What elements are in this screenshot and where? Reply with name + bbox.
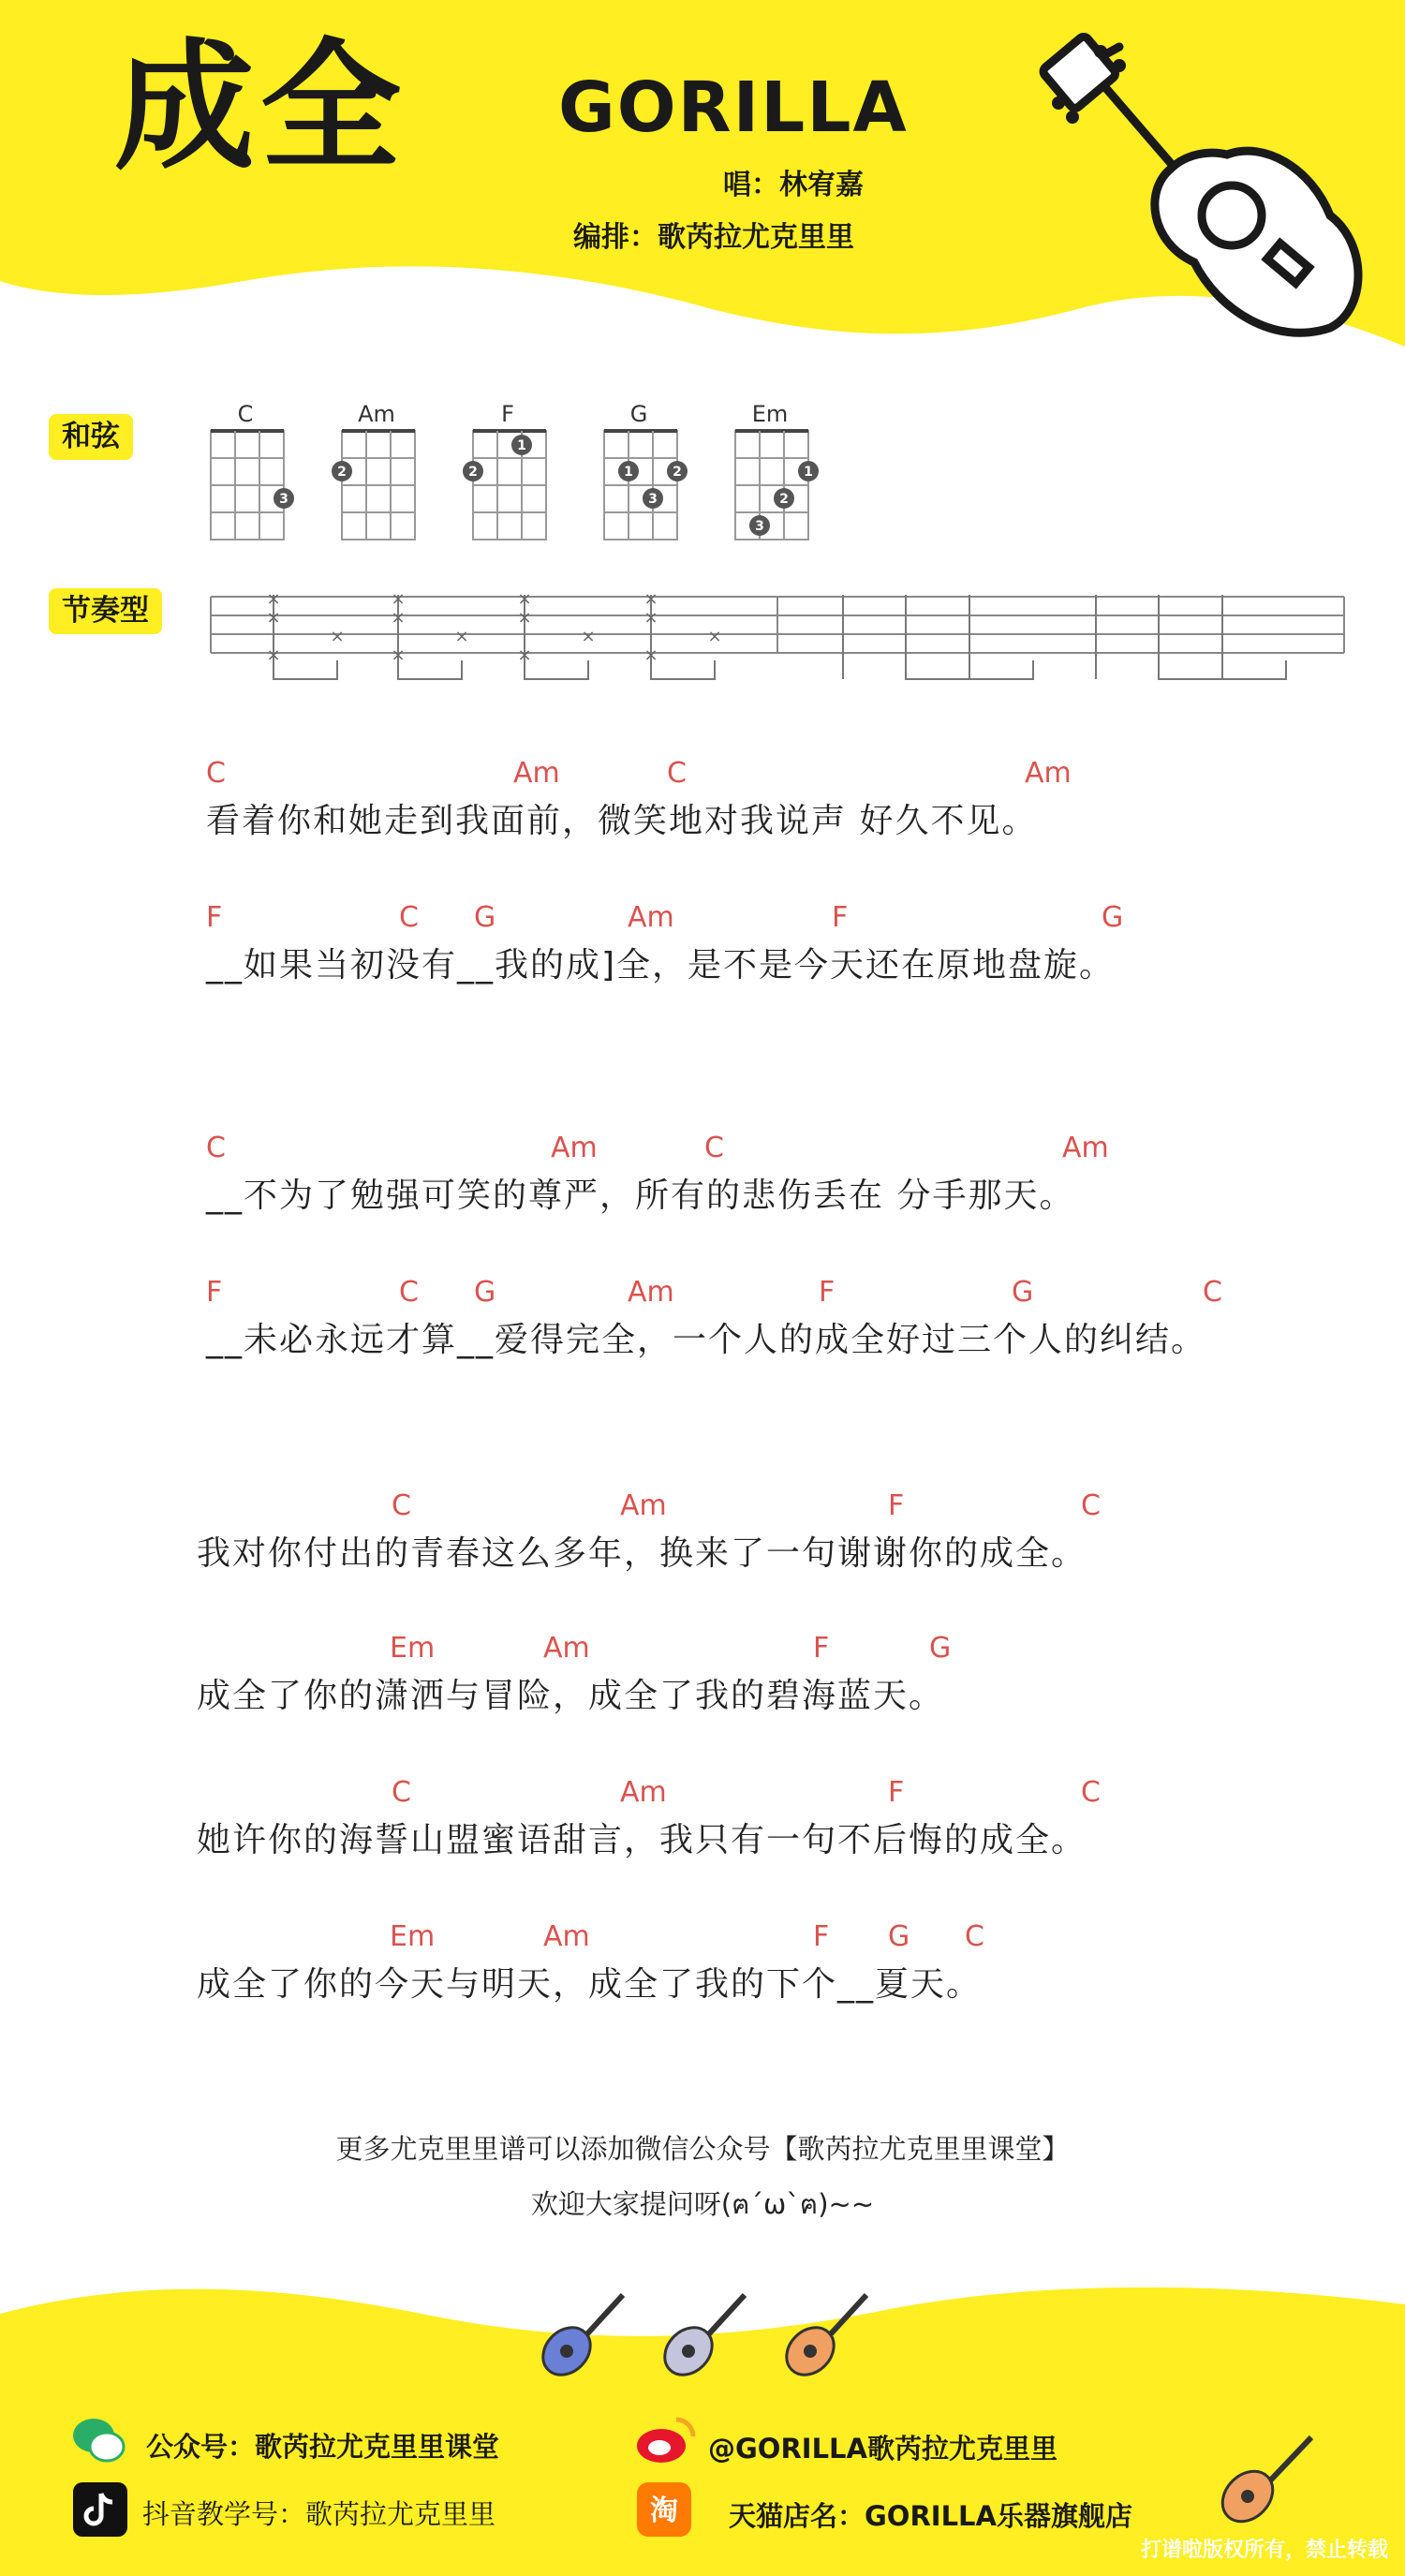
- footer-greeting: 欢迎大家提问呀(ฅ´ω`ฅ)~~: [530, 2188, 875, 2220]
- svg-text:×: ×: [643, 608, 658, 628]
- svg-text:2: 2: [673, 465, 682, 480]
- chord-label: C: [1081, 1489, 1101, 1522]
- chord-label: G: [474, 901, 496, 934]
- svg-text:3: 3: [279, 492, 288, 507]
- chord-label: Am: [513, 757, 560, 790]
- svg-text:1: 1: [804, 465, 813, 480]
- chord-label: F: [888, 1489, 905, 1522]
- svg-text:3: 3: [648, 492, 658, 507]
- singer-credit: 唱：林宥嘉: [723, 169, 864, 201]
- chord-diagrams: [206, 426, 824, 548]
- chord-name-em: Em: [751, 401, 789, 427]
- chord-label: Am: [620, 1776, 667, 1809]
- chord-label: F: [888, 1776, 905, 1809]
- chord-label: C: [965, 1920, 984, 1953]
- song-title: 成全: [114, 26, 407, 189]
- svg-text:2: 2: [337, 465, 347, 480]
- svg-text:×: ×: [454, 627, 469, 646]
- chord-name-am: Am: [358, 401, 395, 427]
- chord-label: Em: [390, 1632, 436, 1665]
- lyric-text: __不为了勉强可笑的尊严，所有的悲伤丢在 分手那天。: [206, 1177, 1075, 1215]
- chord-label: G: [888, 1920, 910, 1953]
- svg-text:×: ×: [643, 589, 658, 609]
- chord-name-c: C: [237, 401, 254, 427]
- chord-label: Am: [551, 1132, 598, 1164]
- lyric-text: 我对你付出的青春这么多年，换来了一句谢谢你的成全。: [197, 1534, 1087, 1573]
- chord-label: Am: [543, 1632, 590, 1665]
- chord-label: F: [813, 1632, 830, 1665]
- chord-label: Am: [543, 1920, 590, 1953]
- chord-label: G: [1012, 1276, 1034, 1309]
- chord-label: C: [392, 1489, 411, 1522]
- ukulele-icons-row: [525, 2276, 880, 2379]
- lyric-text: 成全了你的今天与明天，成全了我的下个__夏天。: [197, 1965, 983, 2004]
- chord-name-g: G: [629, 401, 648, 427]
- chord-label: Am: [620, 1489, 667, 1522]
- chord-label: F: [206, 1276, 223, 1309]
- tmall-store: 天猫店名：GORILLA乐器旗舰店: [729, 2500, 1132, 2532]
- chord-label: F: [832, 901, 849, 934]
- chord-label: C: [392, 1776, 411, 1809]
- chord-label: F: [819, 1276, 836, 1309]
- chord-label: Em: [390, 1920, 436, 1953]
- wechat-icon: [71, 2415, 127, 2465]
- svg-text:×: ×: [391, 645, 406, 665]
- chord-label: Am: [628, 901, 674, 934]
- footer-promo: 更多尤克里里谱可以添加微信公众号【歌芮拉尤克里里课堂】: [335, 2133, 1070, 2165]
- chord-label: G: [474, 1276, 496, 1309]
- svg-text:×: ×: [266, 589, 281, 609]
- lyric-text: 成全了你的潇洒与冒险，成全了我的碧海蓝天。: [197, 1677, 945, 1715]
- chord-label: Am: [1025, 757, 1072, 790]
- taobao-icon: [637, 2482, 691, 2537]
- svg-text:×: ×: [391, 608, 406, 628]
- chord-label: Am: [628, 1276, 674, 1309]
- chord-label: C: [704, 1132, 724, 1164]
- svg-text:1: 1: [624, 465, 633, 480]
- svg-text:×: ×: [517, 645, 532, 665]
- svg-text:×: ×: [517, 608, 532, 628]
- douyin-icon: [73, 2482, 127, 2537]
- chord-label: F: [206, 901, 223, 934]
- lyric-text: __未必永远才算__爱得完全，一个人的成全好过三个人的纠结。: [206, 1321, 1207, 1359]
- svg-text:淘: 淘: [650, 2495, 678, 2527]
- svg-text:2: 2: [468, 465, 478, 480]
- weibo-account: @GORILLA歌芮拉尤克里里: [708, 2433, 1057, 2465]
- chord-label: C: [206, 757, 226, 790]
- arranger-credit: 编排：歌芮拉尤克里里: [573, 221, 854, 254]
- chord-label: C: [399, 901, 419, 934]
- rhythm-pattern: [206, 585, 1349, 703]
- svg-text:×: ×: [517, 589, 532, 609]
- weibo-icon: [633, 2412, 699, 2466]
- chord-label: C: [1081, 1776, 1101, 1809]
- lyric-text: 看着你和她走到我面前，微笑地对我说声 好久不见。: [206, 802, 1038, 840]
- brand-logo: GORILLA: [558, 67, 909, 148]
- svg-text:×: ×: [266, 645, 281, 665]
- svg-text:×: ×: [330, 627, 345, 646]
- svg-text:×: ×: [643, 645, 658, 665]
- copyright-notice: 打谱啦版权所有，禁止转载: [1140, 2539, 1388, 2562]
- svg-text:×: ×: [581, 627, 596, 646]
- chord-label: F: [813, 1920, 830, 1953]
- chord-label: C: [667, 757, 687, 790]
- chords-tag: 和弦: [49, 414, 133, 460]
- chord-label: G: [929, 1632, 952, 1665]
- rhythm-tag: 节奏型: [49, 588, 162, 634]
- chord-label: G: [1102, 901, 1124, 934]
- svg-text:3: 3: [755, 519, 764, 534]
- ukulele-icon: [1030, 28, 1377, 356]
- svg-text:×: ×: [707, 627, 722, 646]
- lyric-text: 她许你的海誓山盟蜜语甜言，我只有一句不后悔的成全。: [197, 1821, 1087, 1859]
- chord-name-f: F: [501, 401, 514, 427]
- douyin-account: 抖音教学号：歌芮拉尤克里里: [142, 2498, 496, 2530]
- lyric-text: __如果当初没有__我的成]全，是不是今天还在原地盘旋。: [206, 946, 1116, 985]
- ukulele-corner-icon: [1208, 2426, 1321, 2529]
- svg-text:2: 2: [779, 492, 789, 507]
- chord-label: C: [1203, 1276, 1222, 1309]
- chord-label: Am: [1062, 1132, 1109, 1164]
- chord-label: C: [206, 1132, 226, 1164]
- wechat-account: 公众号：歌芮拉尤克里里课堂: [146, 2431, 500, 2463]
- svg-text:×: ×: [266, 608, 281, 628]
- chord-label: C: [399, 1276, 419, 1309]
- svg-text:×: ×: [391, 589, 406, 609]
- svg-text:1: 1: [517, 438, 526, 453]
